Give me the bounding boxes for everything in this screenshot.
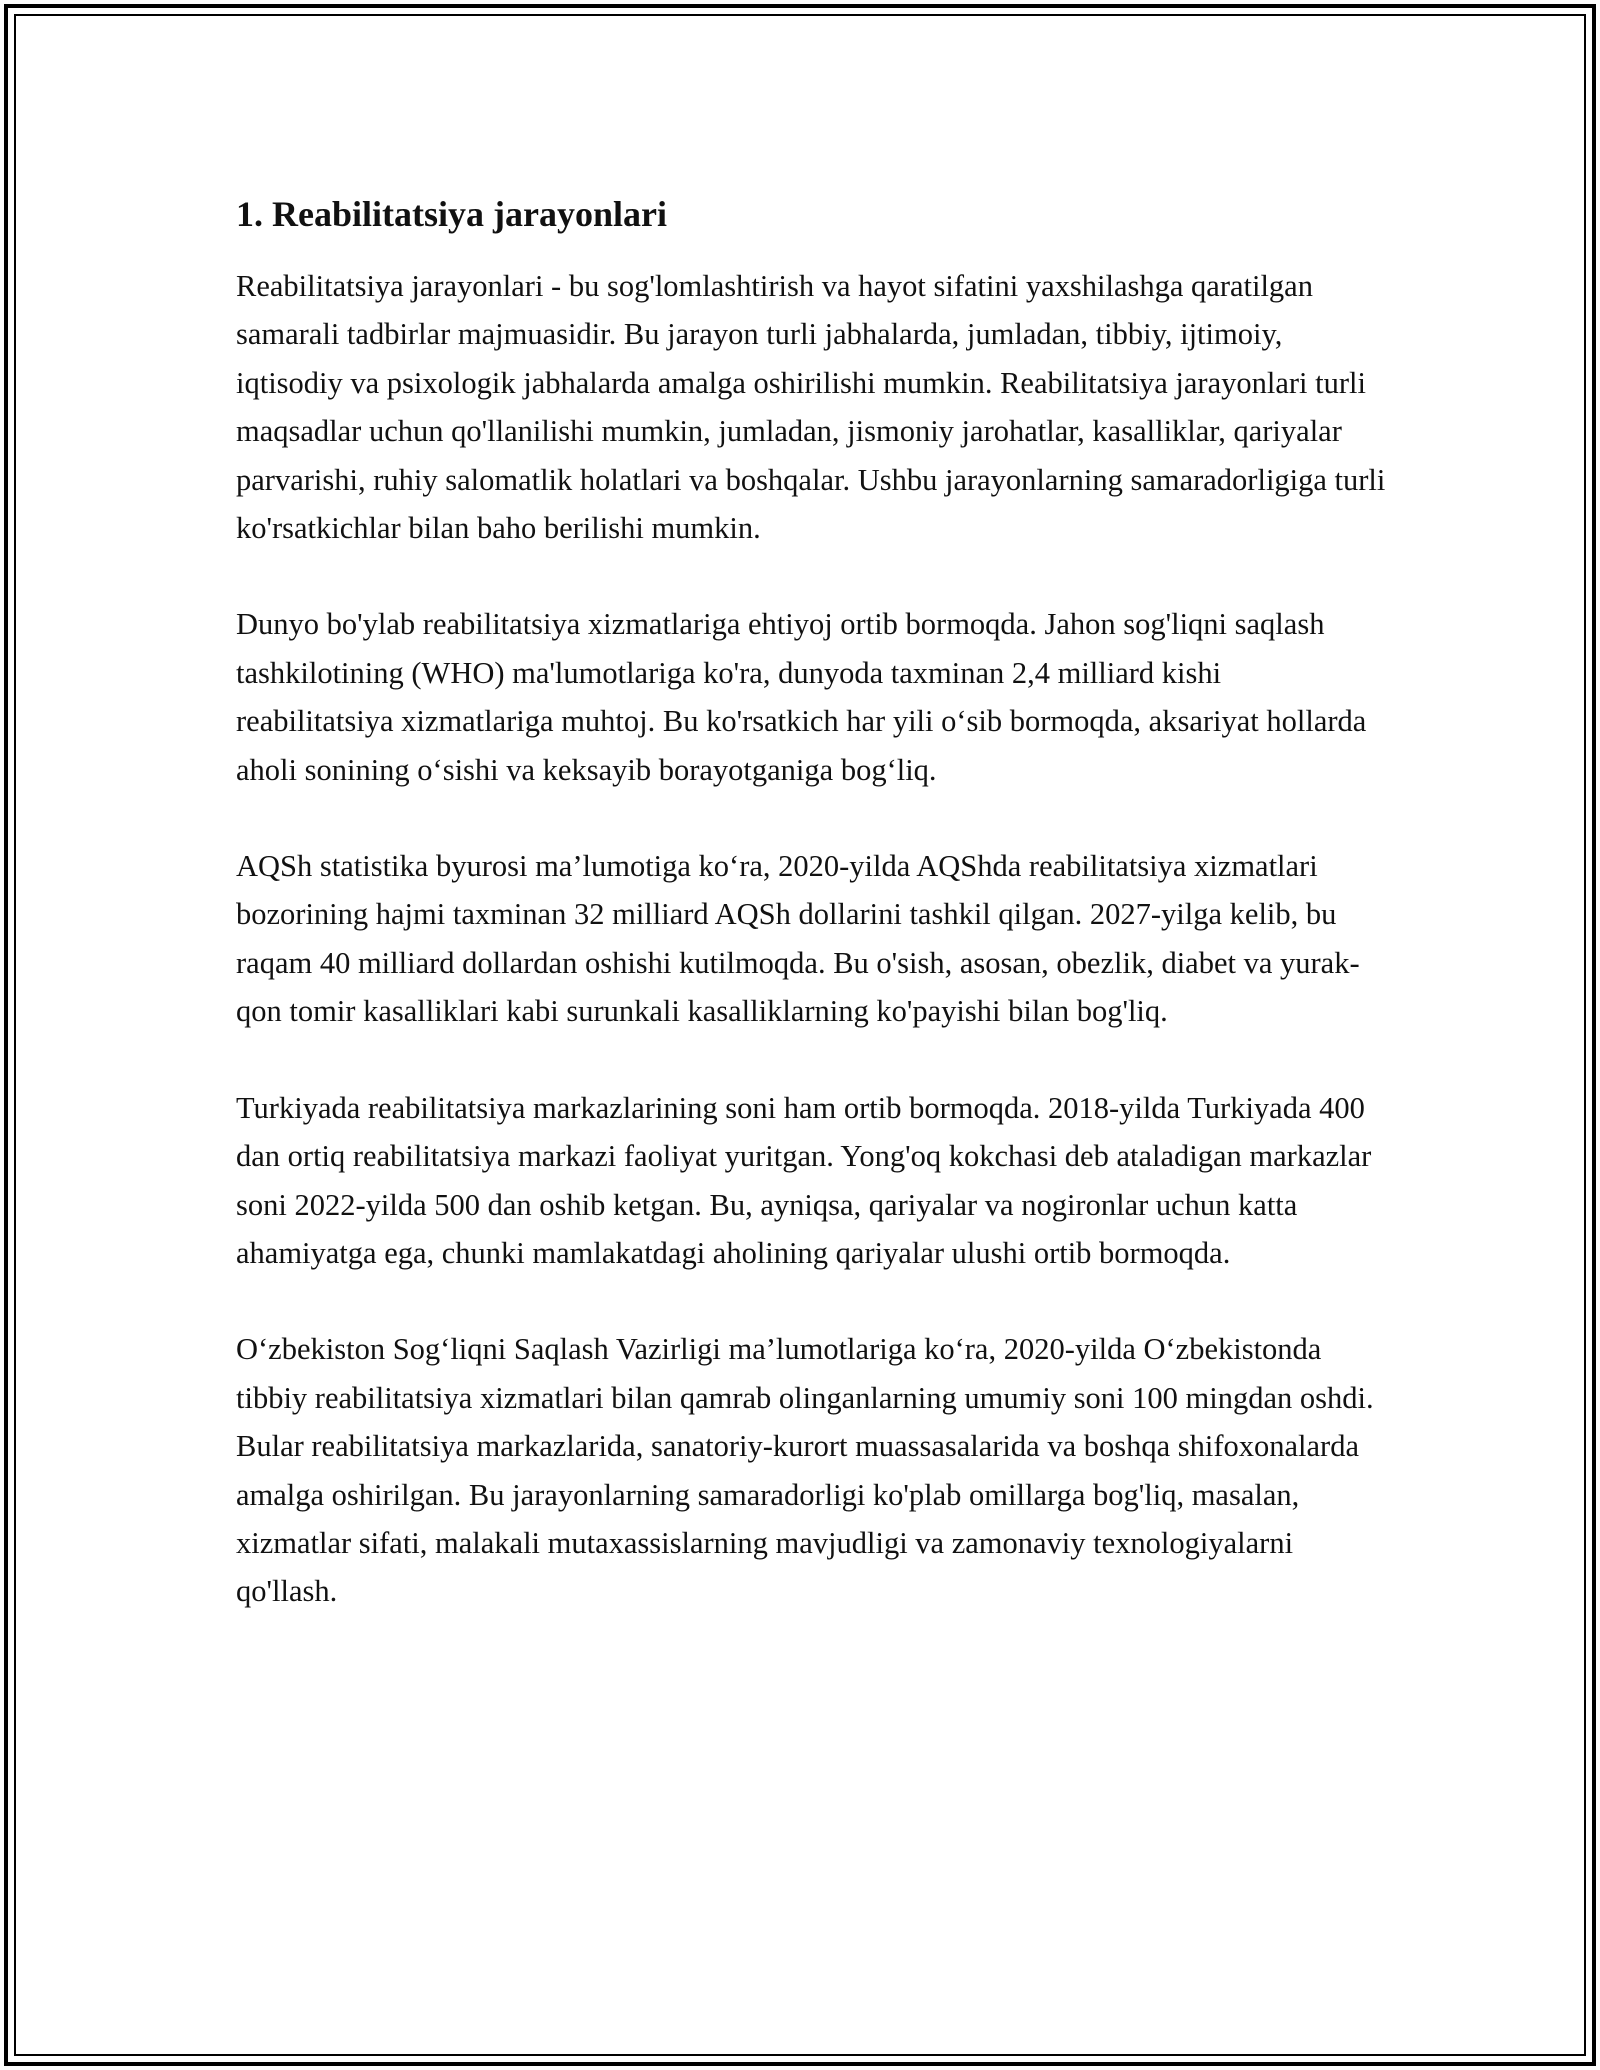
document-body [236,190,1386,1616]
paragraph-turkey-centers: Turkiyada reabilitatsiya markazlarining soni ham ortib bormoqda. 2018-yilda Turkiyada 400 dan ortiq reabilitatsiya markazi faoliyat yuritgan. Yong'oq kokchasi deb ataladigan markazlar soni 2022-yilda 500 dan oshib ketgan. Bu, ayniqsa, qariyalar va nogironlar uchun katta ahamiyatga ega, chunki mamlakatdagi aholining qariyalar ulushi ortib bormoqda. [236,1090,1372,1270]
paragraph-intro: Reabilitatsiya jarayonlari - bu sog'lomlashtirish va hayot sifatini yaxshilashga qaratilgan samarali tadbirlar majmuasidir. Bu jarayon turli jabhalarda, jumladan, tibbiy, ijtimoiy, iqtisodiy va psixologik jabhalarda amalga oshirilishi mumkin. Reabilitatsiya jarayonlari turli maqsadlar uchun qo'llanilishi mumkin, jumladan, jismoniy jarohatlar, kasalliklar, qariyalar parvarishi, ruhiy salomatlik holatlari va boshqalar. Ushbu jarayonlarning samaradorligiga turli ko'rsatkichlar bilan baho berilishi mumkin. [236,269,1386,546]
paragraph-world-demand: Dunyo bo'ylab reabilitatsiya xizmatlariga ehtiyoj ortib bormoqda. Jahon sog'liqni saqlash tashkilotining (WHO) ma'lumotlariga ko'ra, dunyoda taxminan 2,4 milliard kishi reabilitatsiya xizmatlariga muhtoj. Bu ko'rsatkich har yili o‘sib bormoqda, aksariyat hollarda aholi sonining o‘sishi va keksayib borayotganiga bog‘liq. [236,607,1367,787]
paragraph-usa-market: AQSh statistika byurosi ma’lumotiga ko‘ra, 2020-yilda AQShda reabilitatsiya xizmatlari bozorining hajmi taxminan 32 milliard AQSh dollarini tashkil qilgan. 2027-yilga kelib, bu raqam 40 milliard dollardan oshishi kutilmoqda. Bu o'sish, asosan, obezlik, diabet va yurak-qon tomir kasalliklari kabi surunkali kasalliklarning ko'payishi bilan bog'liq. [236,849,1360,1029]
paragraph-uzbekistan: O‘zbekiston Sog‘liqni Saqlash Vazirligi ma’lumotlariga ko‘ra, 2020-yilda O‘zbekistonda tibbiy reabilitatsiya xizmatlari bilan qamrab olinganlarning umumiy soni 100 mingdan oshdi. Bular reabilitatsiya markazlarida, sanatoriy-kurort muassasalarida va boshqa shifoxonalarda amalga oshirilgan. Bu jarayonlarning samaradorligi ko'plab omillarga bog'liq, masalan, xizmatlar sifati, malakali mutaxassislarning mavjudligi va zamonaviy texnologiyalarni qo'llash. [236,1332,1374,1609]
section-heading: 1. Reabilitatsiya jarayonlari [236,194,667,234]
